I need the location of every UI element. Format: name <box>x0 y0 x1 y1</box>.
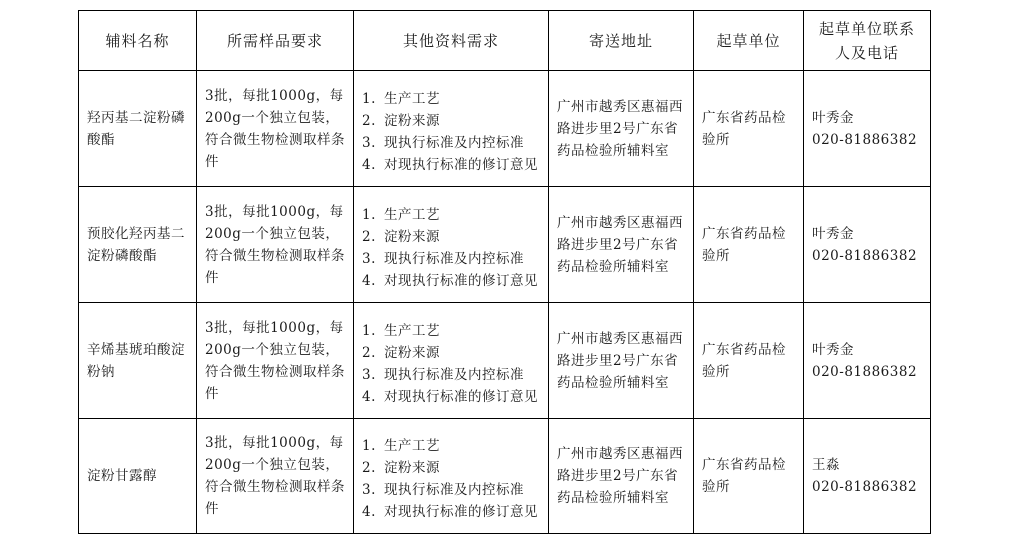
contact-cell <box>804 419 931 534</box>
document-item: 2. 淀粉来源 <box>362 344 440 361</box>
contact-cell <box>804 303 931 419</box>
header-sample-requirement: 所需样品要求 <box>197 11 354 71</box>
drafting-unit-cell: 广东省药品检验所 <box>694 419 804 534</box>
mailing-address-cell: 广州市越秀区惠福西路进步里2号广东省药品检验所辅料室 <box>549 71 694 187</box>
other-documents-cell <box>354 303 549 419</box>
document-item: 2. 淀粉来源 <box>362 460 440 476</box>
document-item: 1. 生产工艺 <box>362 438 440 454</box>
document-list <box>362 320 540 408</box>
drafting-unit-cell: 广东省药品检验所 <box>694 71 804 187</box>
contact-name: 叶秀金 <box>812 341 854 358</box>
contact-phone: 020-81886382 <box>812 363 918 380</box>
header-mailing-address: 寄送地址 <box>549 11 694 71</box>
header-excipient-name: 辅料名称 <box>79 11 197 71</box>
mailing-address-cell: 广州市越秀区惠福西路进步里2号广东省药品检验所辅料室 <box>549 419 694 534</box>
document-item: 4. 对现执行标准的修订意见 <box>362 272 538 289</box>
document-item: 4. 对现执行标准的修订意见 <box>362 156 538 173</box>
drafting-unit-cell: 广东省药品检验所 <box>694 303 804 419</box>
document-item: 3. 现执行标准及内控标准 <box>362 366 524 383</box>
table-row <box>79 419 931 534</box>
sample-requirement-cell: 3批，每批1000g，每200g一个独立包装，符合微生物检测取样条件 <box>197 419 354 534</box>
document-item: 3. 现执行标准及内控标准 <box>362 250 524 267</box>
contact-name: 叶秀金 <box>812 109 854 126</box>
header-other-documents: 其他资料需求 <box>354 11 549 71</box>
document-item: 4. 对现执行标准的修订意见 <box>362 388 538 405</box>
document-item: 2. 淀粉来源 <box>362 112 440 129</box>
document-item: 4. 对现执行标准的修订意见 <box>362 504 538 520</box>
other-documents-cell <box>354 71 549 187</box>
contact-phone: 020-81886382 <box>812 247 918 264</box>
excipient-name-cell: 辛烯基琥珀酸淀粉钠 <box>79 303 197 419</box>
document-item: 1. 生产工艺 <box>362 322 440 339</box>
sample-requirement-cell: 3批，每批1000g，每200g一个独立包装，符合微生物检测取样条件 <box>197 303 354 419</box>
sample-requirement-cell: 3批，每批1000g，每200g一个独立包装，符合微生物检测取样条件 <box>197 71 354 187</box>
contact-phone: 020-81886382 <box>812 131 918 148</box>
document-item: 1. 生产工艺 <box>362 90 440 107</box>
other-documents-cell <box>354 419 549 534</box>
excipient-requirements-table <box>78 10 931 534</box>
document-item: 3. 现执行标准及内控标准 <box>362 134 524 151</box>
drafting-unit-cell: 广东省药品检验所 <box>694 187 804 303</box>
document-item: 3. 现执行标准及内控标准 <box>362 482 524 498</box>
other-documents-cell <box>354 187 549 303</box>
header-contact: 起草单位联系人及电话 <box>804 11 931 71</box>
contact-cell <box>804 187 931 303</box>
sample-requirement-cell: 3批，每批1000g，每200g一个独立包装，符合微生物检测取样条件 <box>197 187 354 303</box>
contact-name: 王淼 <box>812 457 840 473</box>
document-list <box>362 204 540 292</box>
document-item: 2. 淀粉来源 <box>362 228 440 245</box>
document-item: 1. 生产工艺 <box>362 206 440 223</box>
contact-cell <box>804 71 931 187</box>
excipient-name-cell: 预胶化羟丙基二淀粉磷酸酯 <box>79 187 197 303</box>
contact-name: 叶秀金 <box>812 225 854 242</box>
mailing-address-cell: 广州市越秀区惠福西路进步里2号广东省药品检验所辅料室 <box>549 303 694 419</box>
table-row <box>79 71 931 187</box>
excipient-name-cell: 淀粉甘露醇 <box>79 419 197 534</box>
document-list <box>362 435 540 523</box>
table-row <box>79 187 931 303</box>
table-row <box>79 303 931 419</box>
document-list <box>362 88 540 176</box>
table-header-row <box>79 11 931 71</box>
mailing-address-cell: 广州市越秀区惠福西路进步里2号广东省药品检验所辅料室 <box>549 187 694 303</box>
excipient-name-cell: 羟丙基二淀粉磷酸酯 <box>79 71 197 187</box>
header-drafting-unit: 起草单位 <box>694 11 804 71</box>
contact-phone: 020-81886382 <box>812 479 918 495</box>
